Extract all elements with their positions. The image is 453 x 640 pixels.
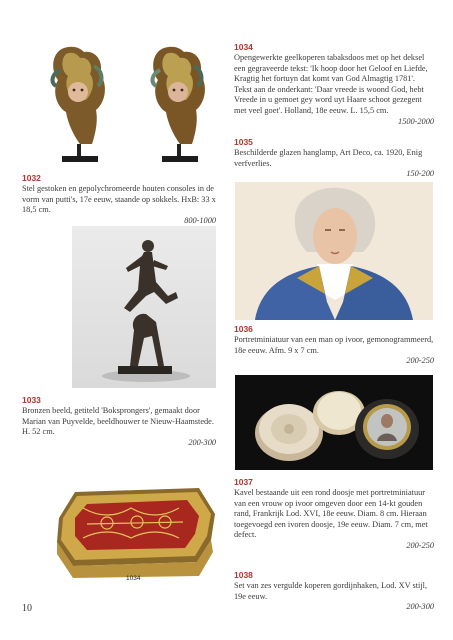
lot-number: 1033 xyxy=(22,395,41,405)
lot-description: Opengewerkte geelkoperen tabaksdoos met op het deksel een gegraveerde tekst: 'Ik hoop door het Geloof en Liefde, Kragtig het fortuyn dat komt van God Almagtig 1781'. Tekst aan de onderkant: 'Daar vreede is woond God, hebt Vreede in u gemoet gey word uyt Haare schoot gezegent met veel goet'. Holland, 18e eeuw. L. 15,5 cm. xyxy=(234,53,428,115)
photo-portrait-miniature xyxy=(235,182,433,320)
photo-putti-consoles xyxy=(22,40,214,168)
lot-estimate: 800-1000 xyxy=(184,215,216,225)
lot-description: Stel gestoken en gepolychromeerde houten consoles in de vorm van putti's, 17e eeuw, staande op sokkels. HxB: 33 x 18,5 cm. xyxy=(22,184,216,215)
lot-estimate: 200-300 xyxy=(188,437,216,447)
lot-description: Portretminiatuur van een man op ivoor, gemonogrammeerd, 18e eeuw. Afm. 9 x 7 cm. xyxy=(234,335,434,355)
lot-description: Bronzen beeld, getiteld 'Boksprongers', gemaakt door Marian van Puyvelde, beeldhouwer te Nieuw-Haamstede. H. 52 cm. xyxy=(22,406,214,437)
lot-estimate: 200-250 xyxy=(406,356,434,366)
lot-number: 1037 xyxy=(234,477,253,487)
lot-1036 xyxy=(234,324,434,367)
lot-1034 xyxy=(234,42,434,127)
lot-number: 1034 xyxy=(234,42,253,52)
lot-number: 1036 xyxy=(234,324,253,334)
lot-estimate: 200-250 xyxy=(406,540,434,550)
lot-1037 xyxy=(234,477,434,552)
lot-1033 xyxy=(22,395,216,448)
lot-1035 xyxy=(234,137,434,180)
lot-description: Kavel bestaande uit een rond doosje met portretminiatuur van een vrouw op ivoor omgeven door een 14-kt gouden rand, Frankrijk Lod. XVI, 18e eeuw. Diam. 8 cm. Hieraan toegevoegd een ivoren doosje, 19e eeuw. Diam. 7 cm, met defect. xyxy=(234,488,428,540)
photo-caption-1034: 1034 xyxy=(126,575,141,582)
lot-1038 xyxy=(234,570,434,613)
lot-description: Set van zes vergulde koperen gordijnhaken, Lod. XV stijl, 19e eeuw. xyxy=(234,581,428,601)
lot-estimate: 150-200 xyxy=(406,169,434,179)
lot-number: 1032 xyxy=(22,173,41,183)
photo-bronze-statue xyxy=(72,226,216,388)
photo-ivory-boxes xyxy=(235,375,433,470)
lot-number: 1038 xyxy=(234,570,253,580)
lot-estimate: 1500-2000 xyxy=(398,116,434,126)
lot-description: Beschilderde glazen hanglamp, Art Deco, ca. 1920, Enig verfverlies. xyxy=(234,148,423,168)
lot-estimate: 200-300 xyxy=(406,602,434,612)
page-number: 10 xyxy=(22,603,32,614)
lot-1032 xyxy=(22,173,216,226)
photo-snuff-box xyxy=(47,478,223,584)
lot-number: 1035 xyxy=(234,137,253,147)
